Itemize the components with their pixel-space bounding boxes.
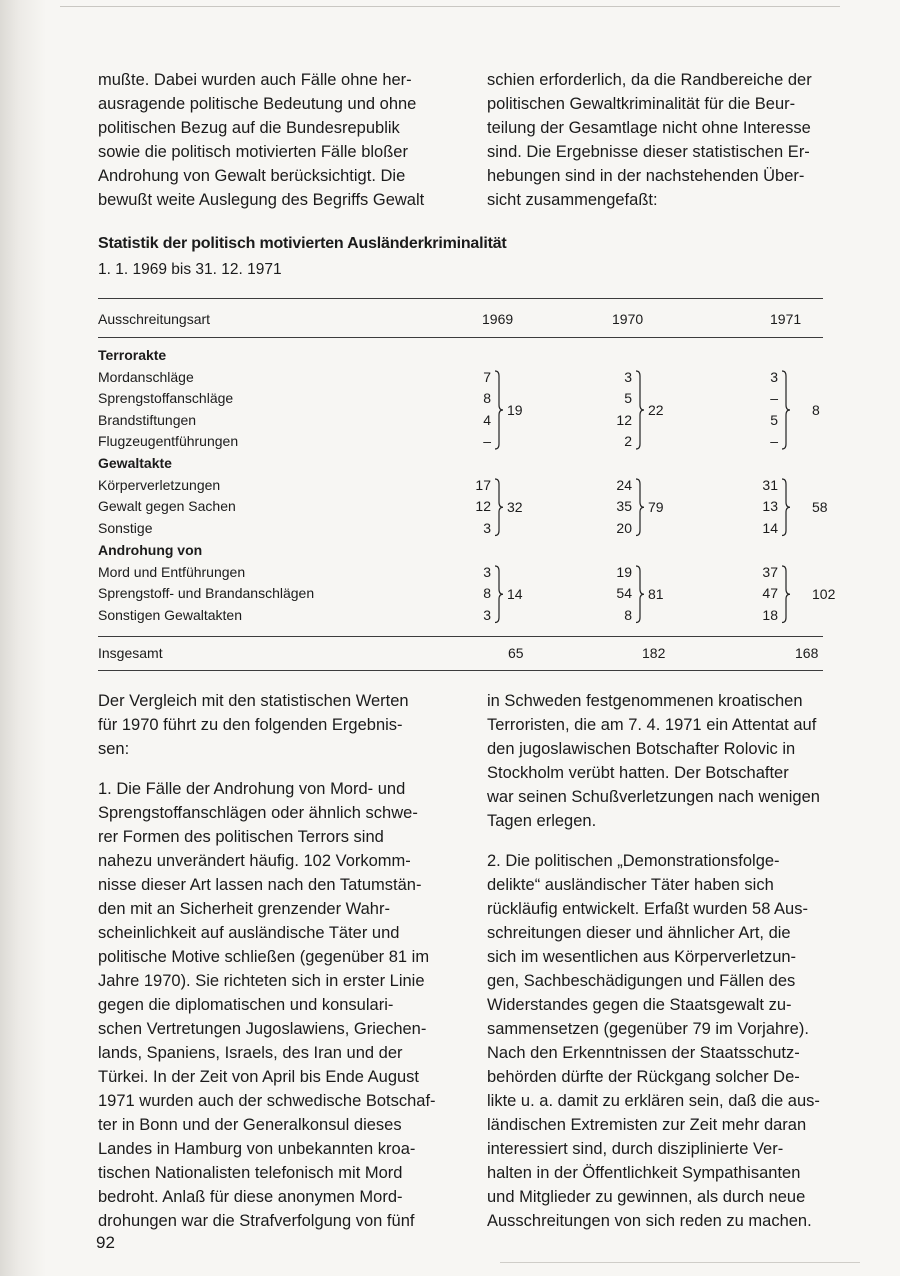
text-line: politische Motive schließen (gegenüber 81 im [98,948,430,966]
table-cell-value: 47 [762,585,778,601]
table-total-label: Insgesamt [98,645,163,661]
text-line: politischen Bezug auf die Bundesrepublik [98,119,400,137]
text-line: gen, Sachbeschädigungen und Fällen des [487,972,796,990]
text-line: delikte“ ausländischer Täter haben sich [487,876,774,894]
text-line: nahezu unverändert häufig. 102 Vorkomm- [98,852,411,870]
text-line: gegen die diplomatischen und konsulari- [98,996,394,1014]
text-line: ausragende politische Bedeutung und ohne [98,95,417,113]
brace-icon [494,370,504,450]
table-cell-value: 37 [762,563,778,580]
bottom-right-text-column [487,689,857,1233]
table-cell-value: 4 [483,411,491,428]
text-line: bedroht. Anlaß für diese anonymen Mord- [98,1188,403,1206]
brace-icon [781,478,791,537]
table-cell-value: – [770,433,778,449]
text-line: war seinen Schußverletzungen nach wenigen [487,788,820,806]
text-line: den jugoslawischen Botschafter Rolovic in [487,740,796,758]
text-line: den mit an Sicherheit grenzender Wahr- [98,900,390,918]
text-line: 1971 wurden auch der schwedische Botschaf- [98,1092,436,1110]
text-line: Stockholm verübt hatten. Der Botschafter [487,764,789,782]
text-line: sind. Die Ergebnisse dieser statistischen Er- [487,143,810,161]
text-line: teilung der Gesamtlage nicht ohne Interesse [487,119,811,137]
text-line: rer Formen des politischen Terrors sind [98,828,384,846]
text-line: ter in Bonn und der Generalkonsul dieses [98,1116,402,1134]
table-subtotal: 19 [507,401,523,418]
table-cell-value: – [483,433,491,449]
table-row-label: Mord und Entführungen [98,563,246,580]
brace-icon [781,370,791,450]
table-section-title: Gewaltakte [98,455,172,471]
table-cell-value: 12 [616,411,632,428]
text-line: hebungen sind in der nachstehenden Über- [487,167,805,185]
text-line: 2. Die politischen „Demonstrationsfolge- [487,852,780,870]
text-line: mußte. Dabei wurden auch Fälle ohne her- [98,71,412,89]
text-line: sen: [98,740,130,758]
text-line: interessiert sind, durch disziplinierte Ver- [487,1140,784,1158]
text-line: Terroristen, die am 7. 4. 1971 ein Attentat auf [487,716,817,734]
table-cell-value: 17 [475,476,491,493]
text-line: scheinlichkeit auf ausländische Täter und [98,924,400,942]
text-line: Nach den Erkenntnissen der Staatsschutz- [487,1044,800,1062]
table-row-label: Körperverletzungen [98,476,221,493]
brace-icon [635,478,645,537]
text-line: schreitungen dieser und ähnlicher Art, die [487,924,791,942]
table-cell-value: 2 [624,433,632,449]
table-cell-value: 20 [616,519,632,536]
brace-icon [635,565,645,624]
table-subtotal: 22 [648,401,664,418]
text-line: sowie die politisch motivierten Fälle bloßer [98,143,408,161]
table-section-title: Androhung von [98,542,203,558]
table-row-label: Sprengstoffanschläge [98,390,234,406]
table-subtotal: 14 [507,585,523,602]
table-section-title: Terrorakte [98,347,167,363]
table-total-value: 168 [795,645,819,661]
table-cell-value: 54 [616,585,632,601]
text-line: 1. Die Fälle der Androhung von Mord- und [98,780,406,798]
text-line: Landes in Hamburg von unbekannten kroa- [98,1140,416,1158]
text-line: likte u. a. damit zu erklären sein, daß die aus- [487,1092,820,1110]
table-subtotal: 8 [812,401,820,418]
text-line: Androhung von Gewalt berücksichtigt. Die [98,167,406,185]
text-line: drohungen war die Strafverfolgung von fünf [98,1212,415,1230]
brace-icon [494,478,504,537]
table-cell-value: – [770,390,778,406]
text-line: politischen Gewaltkriminalität für die Beur- [487,95,796,113]
table-row-label: Sonstigen Gewaltakten [98,606,242,623]
table-row-label: Gewalt gegen Sachen [98,498,236,514]
table-cell-value: 8 [624,606,632,623]
text-line: rückläufig entwickelt. Erfaßt wurden 58 Aus- [487,900,808,918]
table-subtotal: 79 [648,498,664,515]
table-cell-value: 14 [762,519,778,536]
text-line: sich im wesentlichen aus Körperverletzun- [487,948,797,966]
table-cell-value: 8 [483,585,491,601]
text-line: Jahre 1970). Sie richteten sich in erster Linie [98,972,425,990]
brace-icon [494,565,504,624]
table-row-label: Sprengstoff- und Brandanschlägen [98,585,315,601]
bottom-left-text-column [98,689,468,1233]
text-line: für 1970 führt zu den folgenden Ergebnis- [98,716,403,734]
table-header-year: 1970 [612,311,644,327]
table-row-label: Mordanschläge [98,368,194,385]
text-line: nisse dieser Art lassen nach den Tatumstän- [98,876,422,894]
table-cell-value: 12 [475,498,491,514]
table-header-year: 1969 [482,311,514,327]
text-line: Widerstandes gegen die Staatsgewalt zu- [487,996,792,1014]
statistics-title: Statistik der politisch motivierten Ausländerkriminalität [98,235,507,252]
text-line: Der Vergleich mit den statistischen Werten [98,692,409,710]
text-line: schien erforderlich, da die Randbereiche der [487,71,812,89]
table-row-label: Sonstige [98,519,153,536]
text-line: halten in der Öffentlichkeit Sympathisanten [487,1164,801,1182]
text-line: in Schweden festgenommenen kroatischen [487,692,803,710]
table-cell-value: 24 [616,476,632,493]
table-subtotal: 32 [507,498,523,515]
text-line: bewußt weite Auslegung des Begriffs Gewalt [98,191,425,209]
text-line: tischen Nationalisten telefonisch mit Mord [98,1164,403,1182]
text-line: sammensetzen (gegenüber 79 im Vorjahre). [487,1020,809,1038]
table-cell-value: 13 [762,498,778,514]
table-cell-value: 5 [770,411,778,428]
text-line: lands, Spaniens, Israels, des Iran und der [98,1044,403,1062]
table-cell-value: 3 [483,606,491,623]
text-line: Ausschreitungen von sich reden zu machen. [487,1212,812,1230]
brace-icon [781,565,791,624]
table-row-label: Brandstiftungen [98,411,197,428]
table-cell-value: 8 [483,390,491,406]
text-line: Türkei. In der Zeit von April bis Ende August [98,1068,420,1086]
statistics-period: 1. 1. 1969 bis 31. 12. 1971 [98,261,282,278]
table-total-value: 182 [642,645,666,661]
table-cell-value: 3 [483,563,491,580]
table-cell-value: 19 [616,563,632,580]
text-line: sicht zusammengefaßt: [487,191,658,209]
table-cell-value: 5 [624,390,632,406]
text-line: ländischen Extremisten zur Zeit mehr daran [487,1116,807,1134]
text-line: Sprengstoffanschlägen oder ähnlich schwe- [98,804,418,822]
text-line: schen Vertretungen Jugoslawiens, Griechen- [98,1020,427,1038]
page-number: 92 [96,1233,115,1252]
table-cell-value: 7 [483,368,491,385]
table-header-label: Ausschreitungsart [98,311,211,327]
text-line: behörden dürfte der Rückgang solcher De- [487,1068,800,1086]
table-header-year: 1971 [770,311,802,327]
text-line: und Mitglieder zu gewinnen, als durch neue [487,1188,806,1206]
table-cell-value: 3 [483,519,491,536]
table-cell-value: 31 [762,476,778,493]
table-row-label: Flugzeugentführungen [98,433,239,449]
table-cell-value: 18 [762,606,778,623]
table-subtotal: 81 [648,585,664,602]
text-line: Tagen erlegen. [487,812,597,830]
table-cell-value: 3 [770,368,778,385]
table-cell-value: 35 [616,498,632,514]
table-subtotal: 102 [812,585,836,602]
brace-icon [635,370,645,450]
table-total-value: 65 [508,645,524,661]
table-cell-value: 3 [624,368,632,385]
table-subtotal: 58 [812,498,828,515]
